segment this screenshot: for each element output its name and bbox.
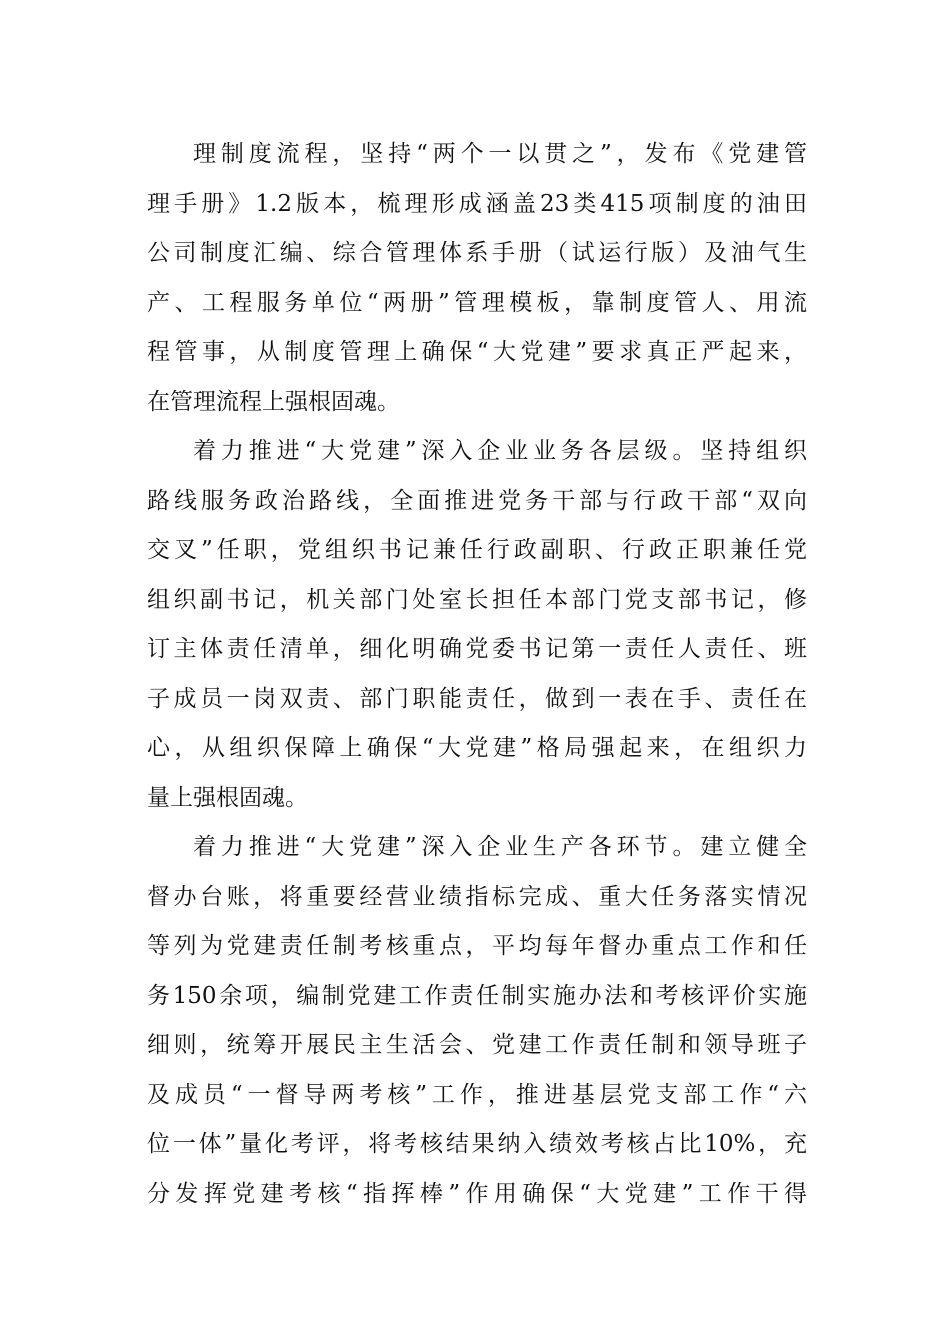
paragraph-2-line-7: 心，从组织保障上确保“大党建”格局强起来，在组织力 <box>147 735 807 761</box>
paragraph-1-line-2: 理手册》1.2版本，梳理形成涵盖23类415项制度的油田 <box>147 190 807 217</box>
paragraph-3-line-1: 着力推进“大党建”深入企业生产各环节。建立健全 <box>193 834 807 860</box>
paragraph-3-line-2: 督办台账，将重要经营业绩指标完成、重大任务落实情况 <box>147 883 807 910</box>
paragraph-3-line-8: 分发挥党建考核“指挥棒”作用确保“大党建”工作干得 <box>147 1180 807 1207</box>
paragraph-2-line-8: 量上强根固魂。 <box>147 784 308 811</box>
paragraph-3-line-7: 位一体”量化考评，将考核结果纳入绩效考核占比10%，充 <box>147 1131 807 1157</box>
body-text <box>147 130 807 1219</box>
paragraph-3-line-5: 细则，统筹开展民主生活会、党建工作责任制和领导班子 <box>147 1032 807 1058</box>
paragraph-3-line-6: 及成员“一督导两考核”工作，推进基层党支部工作“六 <box>147 1081 807 1108</box>
paragraph-1-line-6: 在管理流程上强根固魂。 <box>147 388 400 415</box>
paragraph-2-line-1: 着力推进“大党建”深入企业业务各层级。坚持组织 <box>193 438 807 464</box>
paragraph-2-line-5: 订主体责任清单，细化明确党委书记第一责任人责任、班 <box>147 636 807 662</box>
paragraph-1-line-5: 程管事，从制度管理上确保“大党建”要求真正严起来， <box>147 339 807 365</box>
paragraph-2-line-4: 组织副书记，机关部门处室长担任本部门党支部书记，修 <box>147 586 807 613</box>
paragraph-3-line-3: 等列为党建责任制考核重点，平均每年督办重点工作和任 <box>147 933 807 959</box>
paragraph-1-line-3: 公司制度汇编、综合管理体系手册（试运行版）及油气生 <box>147 240 807 266</box>
paragraph-3-line-4: 务150余项，编制党建工作责任制实施办法和考核评价实施 <box>147 982 807 1009</box>
paragraph-1-line-4: 产、工程服务单位“两册”管理模板，靠制度管人、用流 <box>147 289 807 316</box>
paragraph-2-line-6: 子成员一岗双责、部门职能责任，做到一表在手、责任在 <box>147 685 807 712</box>
paragraph-2-line-2: 路线服务政治路线，全面推进党务干部与行政干部“双向 <box>147 487 807 514</box>
paragraph-1-line-1: 理制度流程，坚持“两个一以贯之”，发布《党建管 <box>193 141 807 167</box>
paragraph-2-line-3: 交叉”任职，党组织书记兼任行政副职、行政正职兼任党 <box>147 537 807 563</box>
